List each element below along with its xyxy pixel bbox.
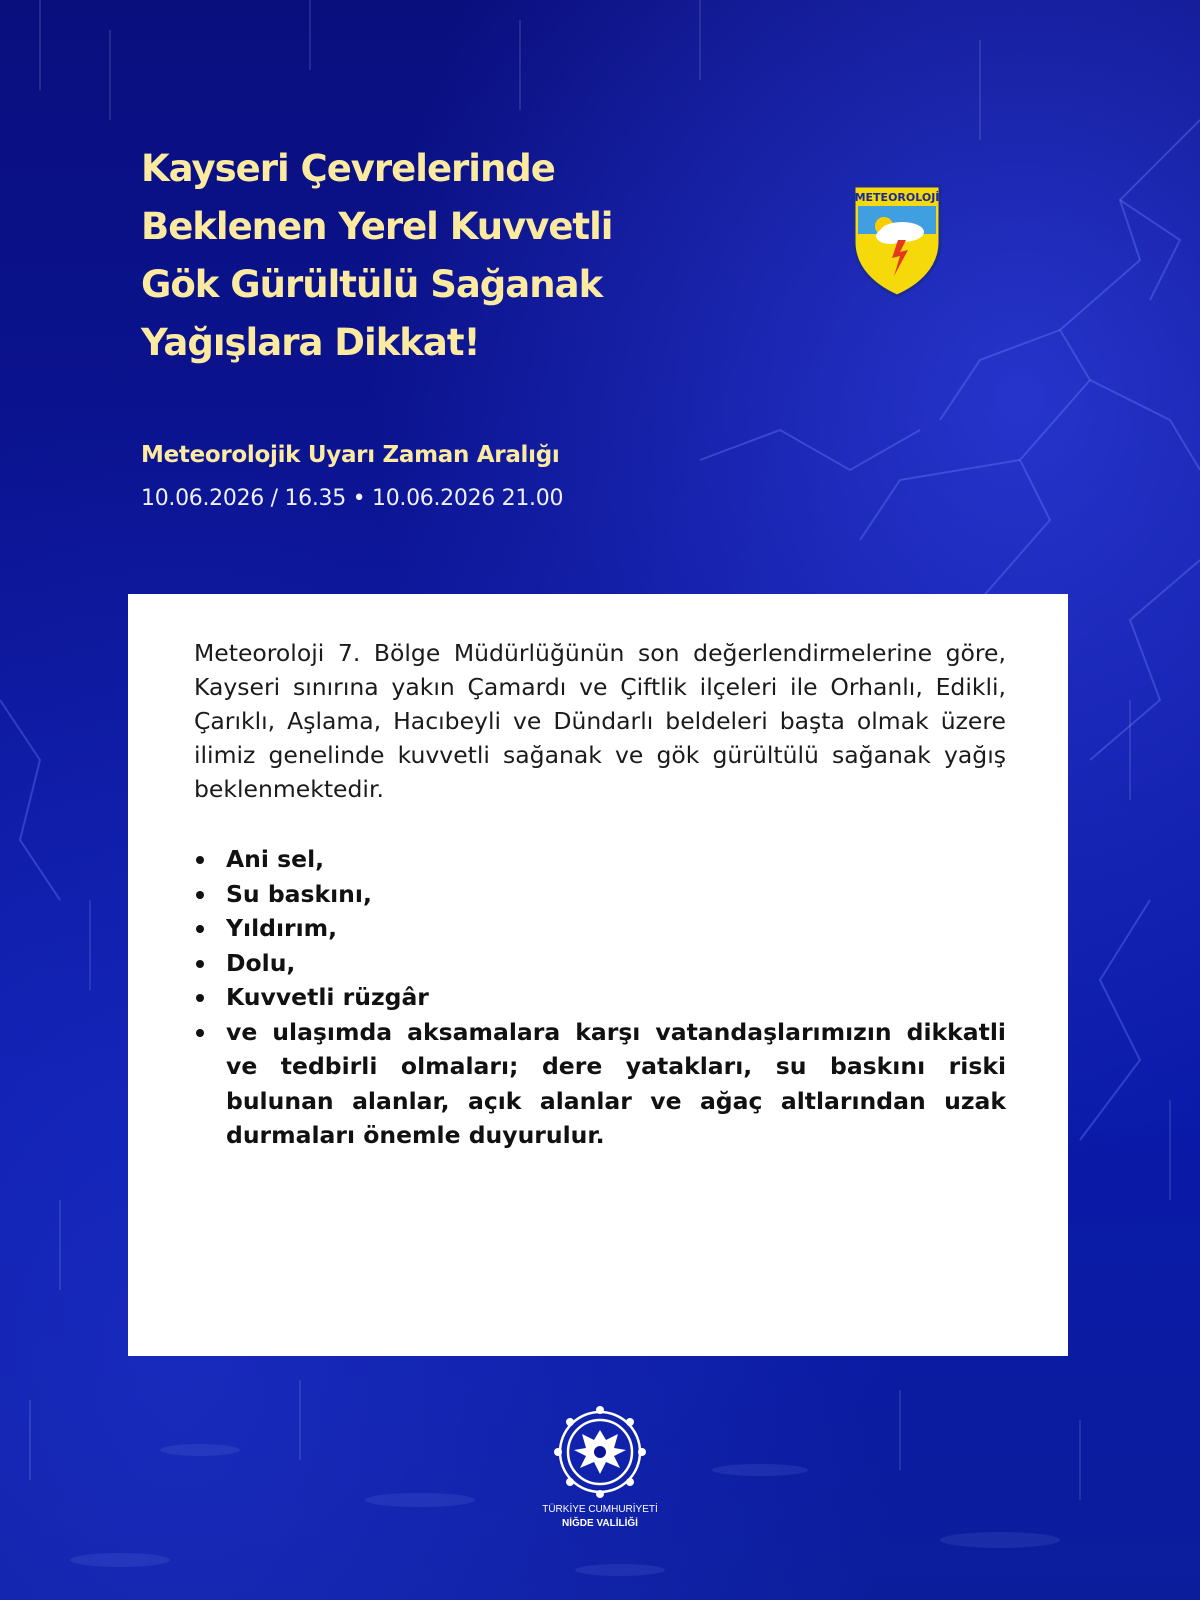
hazard-text: Kuvvetli rüzgâr: [226, 983, 429, 1011]
title-line: Yağışlara Dikkat!: [141, 321, 480, 364]
hazard-text: Dolu,: [226, 948, 296, 977]
title-line: Beklenen Yerel Kuvvetli: [141, 205, 613, 248]
title-line: Kayseri Çevrelerinde: [141, 147, 555, 190]
bullet-icon: [196, 994, 204, 1002]
hazard-item: [194, 980, 1006, 1015]
hazard-text: Ani sel,: [226, 845, 325, 873]
logo-text: METEOROLOJİ: [854, 191, 940, 204]
title-line: Gök Gürültülü Sağanak: [141, 263, 603, 306]
seal-caption-line2: NİĞDE VALİLİĞİ: [562, 1518, 638, 1529]
hazard-text: Su baskını,: [226, 879, 372, 908]
meteoroloji-shield-icon: [850, 182, 944, 300]
hazard-item: [194, 842, 1006, 877]
warning-period-value: 10.06.2026 / 16.35 • 10.06.2026 21.00: [141, 486, 564, 511]
seal-caption-line1: TÜRKİYE CUMHURİYETİ: [542, 1504, 658, 1515]
page-title: [141, 140, 701, 372]
bullet-icon: [196, 1029, 204, 1037]
seal-emblem-icon: [554, 1406, 646, 1498]
announcement-card: [128, 594, 1068, 1356]
announcement-paragraph: Meteoroloji 7. Bölge Müdürlüğünün son değerlendirmelerine göre, Kayseri sınırına yakın Çamardı ve Çiftlik ilçeleri ile Orhanlı, Edikli, Çarıklı, Aşlama, Hacıbeyli ve Dündarlı beldeleri başta olmak üzere ilimiz genelinde kuvvetli sağanak ve gök gürültülü sağanak yağış beklenmektedir.: [194, 639, 1006, 803]
hazard-item: [194, 946, 1006, 981]
warning-period-label: Meteorolojik Uyarı Zaman Aralığı: [141, 442, 560, 468]
bullet-icon: [196, 960, 204, 968]
bullet-icon: [196, 856, 204, 864]
hazard-item: [194, 877, 1006, 912]
hazard-item: [194, 911, 1006, 946]
bullet-icon: [196, 925, 204, 933]
hazard-item: [194, 1015, 1006, 1153]
hazard-text: ve ulaşımda aksamalara karşı vatandaşlarımızın dikkatli ve tedbirli olmaları; dere yatakları, su baskını riski bulunan alanlar, açık alanlar ve ağaç altlarından uzak durmaları önemle duyurulur.: [226, 1017, 1006, 1149]
bullet-icon: [196, 891, 204, 899]
hazard-text: Yıldırım,: [226, 914, 338, 942]
hazard-list: [194, 842, 1006, 1153]
